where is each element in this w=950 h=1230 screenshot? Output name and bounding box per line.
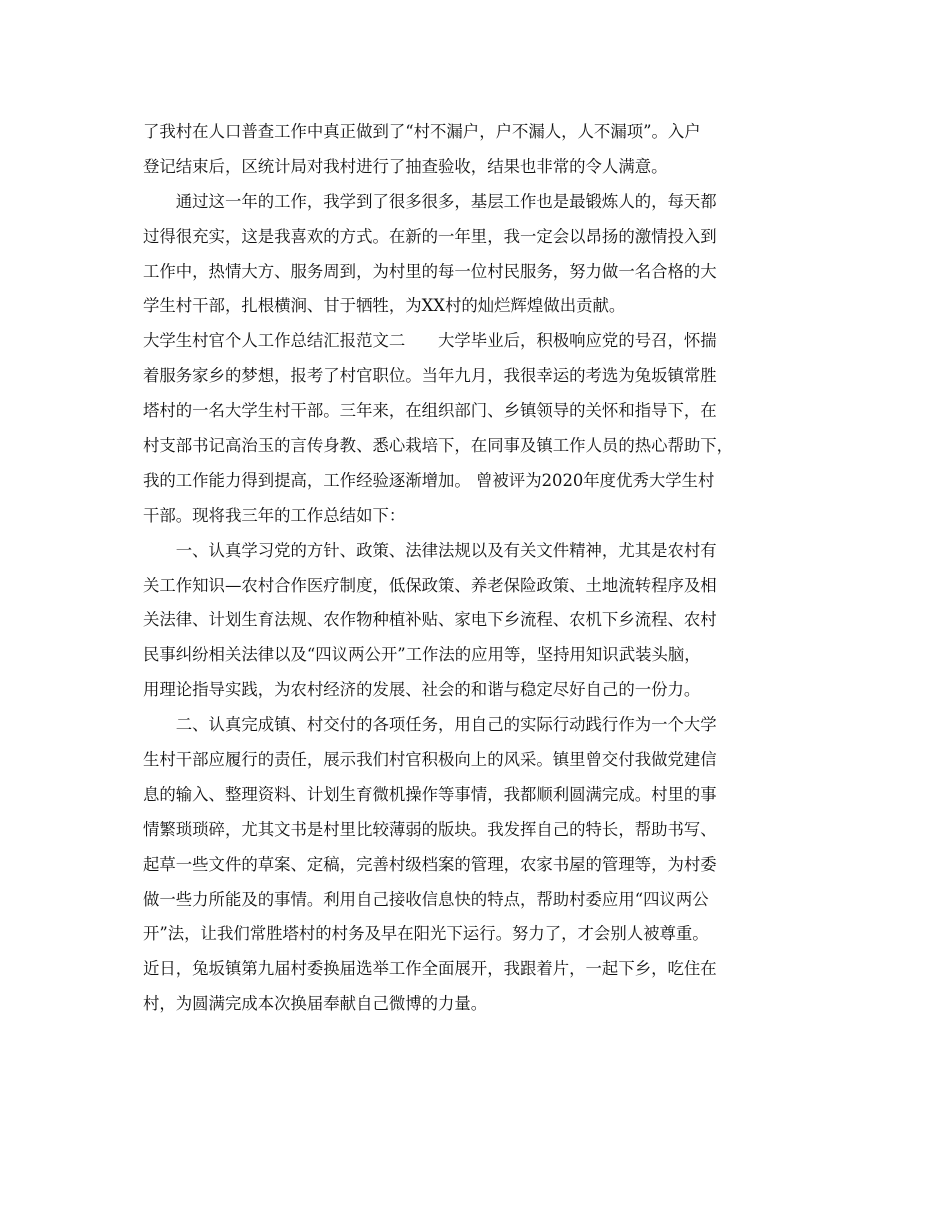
text-line: 关工作知识—农村合作医疗制度，低保政策、养老保险政策、土地流转程序及相 xyxy=(143,575,717,595)
text-line: 情繁琐琐碎，尤其文书是村里比较薄弱的版块。我发挥自己的特长，帮助书写、 xyxy=(143,819,717,839)
text-line: 一、认真学习党的方针、政策、法律法规以及有关文件精神，尤其是农村有 xyxy=(143,540,717,560)
text-line: 通过这一年的工作，我学到了很多很多，基层工作也是最锻炼人的，每天都 xyxy=(143,191,717,211)
paragraph-item-one xyxy=(143,534,803,708)
text-line: 工作中，热情大方、服务周到，为村里的每一位村民服务，努力做一名合格的大 xyxy=(143,261,717,281)
paragraph-census xyxy=(143,115,803,185)
text-line: 学生村干部，扎根横涧、甘于牺牲，为XX村的灿烂辉煌做出贡献。 xyxy=(143,296,626,316)
text-line: 生村干部应履行的责任，展示我们村官积极向上的风采。镇里曾交付我做党建信 xyxy=(143,750,717,770)
document-body xyxy=(143,115,803,1022)
text-line: 二、认真完成镇、村交付的各项任务，用自己的实际行动践行作为一个大学 xyxy=(143,715,717,735)
text-line: 登记结束后，区统计局对我村进行了抽查验收，结果也非常的令人满意。 xyxy=(143,156,668,176)
text-line: 关法律、计划生育法规、农作物种植补贴、家电下乡流程、农机下乡流程、农村 xyxy=(143,610,717,630)
paragraph-year-summary xyxy=(143,185,803,325)
text-line: 村，为圆满完成本次换届奉献自己微博的力量。 xyxy=(143,994,488,1014)
text-line: 村支部书记高治玉的言传身教、悉心栽培下，在同事及镇工作人员的热心帮助下， xyxy=(143,436,734,456)
text-line: 用理论指导实践，为农村经济的发展、社会的和谐与稳定尽好自己的一份力。 xyxy=(143,680,701,700)
text-line: 民事纠纷相关法律以及“四议两公开”工作法的应用等，坚持用知识武装头脑， xyxy=(143,645,701,665)
text-line: 大学生村官个人工作总结汇报范文二 大学毕业后，积极响应党的号召，怀揣 xyxy=(143,331,717,351)
text-line: 近日，兔坂镇第九届村委换届选举工作全面展开，我跟着片，一起下乡，吃住在 xyxy=(143,959,717,979)
text-line: 过得很充实，这是我喜欢的方式。在新的一年里，我一定会以昂扬的激情投入到 xyxy=(143,226,717,246)
text-line: 息的输入、整理资料、计划生育微机操作等事情，我都顺利圆满完成。村里的事 xyxy=(143,784,717,804)
text-line: 起草一些文件的草案、定稿，完善村级档案的管理，农家书屋的管理等，为村委 xyxy=(143,854,717,874)
text-line: 我的工作能力得到提高，工作经验逐渐增加。 曾被评为2020年度优秀大学生村 xyxy=(143,470,715,490)
paragraph-report-two xyxy=(143,324,803,533)
text-line: 做一些力所能及的事情。利用自己接收信息快的特点，帮助村委应用“四议两公 xyxy=(143,889,709,909)
text-line: 塔村的一名大学生村干部。三年来，在组织部门、乡镇领导的关怀和指导下，在 xyxy=(143,401,717,421)
text-line: 干部。现将我三年的工作总结如下： xyxy=(143,505,406,525)
text-line: 开”法，让我们常胜塔村的村务及早在阳光下运行。努力了，才会别人被尊重。 xyxy=(143,924,709,944)
text-line: 着服务家乡的梦想，报考了村官职位。当年九月，我很幸运的考选为兔坂镇常胜 xyxy=(143,366,717,386)
text-line: 了我村在人口普查工作中真正做到了“村不漏户，户不漏人，人不漏项”。入户 xyxy=(143,122,701,141)
paragraph-item-two xyxy=(143,708,803,1022)
